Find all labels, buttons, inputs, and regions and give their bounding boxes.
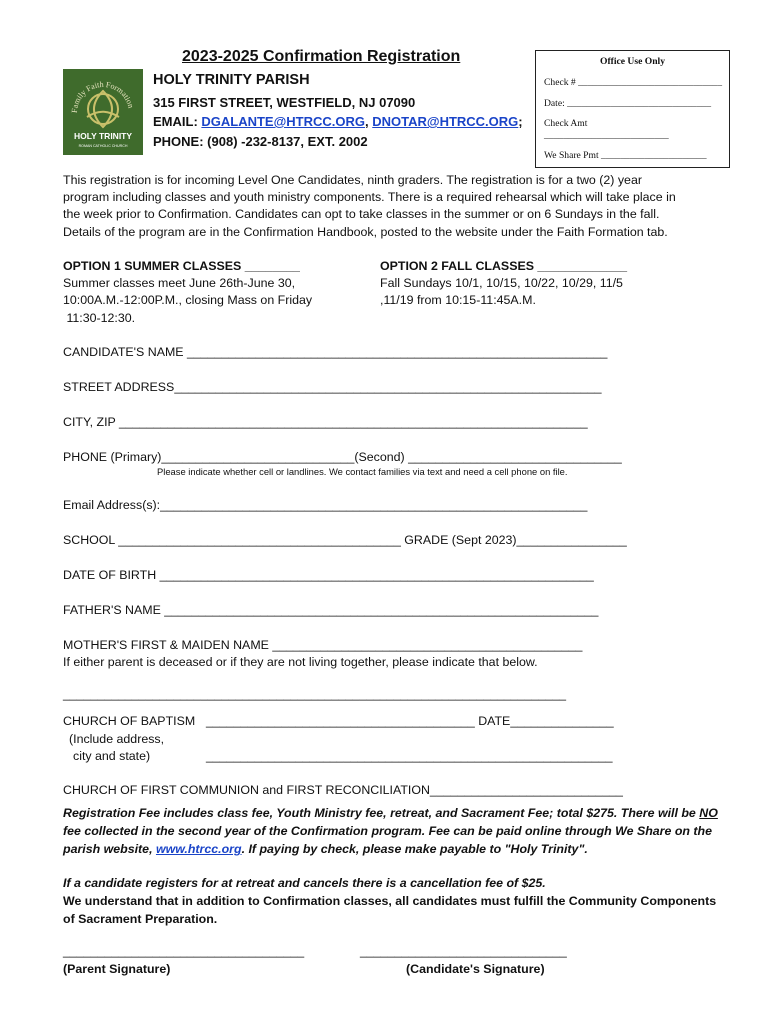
office-we-share: We Share Pmt ______________________ [544,150,707,161]
fee-text-2: fee collected in the second year of the Confirmation program. Fee can be paid online through We Share on the parish website, [63,824,713,856]
email-link-2[interactable]: DNOTAR@HTRCC.ORG [372,114,519,129]
fee-no-emphasis: NO [699,806,718,820]
intro-paragraph [63,172,723,241]
office-date: Date: ______________________________ [544,98,712,109]
parish-email [153,114,523,129]
parent-signature-line[interactable]: ___________________________________ [63,944,305,958]
cancellation-note: If a candidate registers for at retreat and cancels there is a cancellation fee of $25. [63,876,546,890]
first-communion-field[interactable]: CHURCH OF FIRST COMMUNION and FIRST RECONCILIATION____________________________ [63,783,623,797]
parent-status-note: If either parent is deceased or if they are not living together, please indicate that below. [63,655,538,669]
email-field[interactable]: Email Address(s):______________________________________________________________ [63,498,588,512]
baptism-sublabel-1: (Include address, [69,732,165,746]
parish-phone: PHONE: (908) -232-8137, EXT. 2002 [153,134,368,149]
option-2-line: Fall Sundays 10/1, 10/15, 10/22, 10/29, 11/5 [380,276,623,291]
option-1-line: 10:00A.M.-12:00P.M., closing Mass on Friday [63,293,313,308]
fee-text-3: . If paying by check, please make payable to "Holy Trinity". [241,842,588,856]
school-grade-field[interactable]: SCHOOL _________________________________________ GRADE (Sept 2023)________________ [63,533,627,547]
option-2-line: ,11/19 from 10:15-11:45A.M. [380,293,536,308]
father-name-field[interactable]: FATHER'S NAME _______________________________________________________________ [63,603,599,617]
option-2 [380,258,627,310]
office-check-amt: Check Amt [544,118,588,129]
intro-line: This registration is for incoming Level One Candidates, ninth graders. The registration is for a two (2) year [63,173,642,187]
svg-text:Family Faith Formation [70,80,136,113]
email-separator: , [365,114,373,129]
option-1-line: Summer classes meet June 26th-June 30, [63,276,296,291]
form-title: 2023-2025 Confirmation Registration [182,48,461,65]
fee-paragraph [63,804,723,858]
phone-note: Please indicate whether cell or landlines. We contact families via text and need a cell phone on file. [157,466,568,477]
baptism-label: CHURCH OF BAPTISM [63,714,196,728]
option-1 [63,258,312,327]
candidate-signature-line[interactable]: ______________________________ [360,944,567,958]
community-components-note: We understand that in addition to Confirmation classes, all candidates must fulfill the Community Components of Sacrament Preparation. [63,894,717,926]
intro-line: Details of the program are in the Confirmation Handbook, posted to the website under the Faith Formation tab. [63,224,668,239]
intro-line: program including classes and youth ministry components. There is a required rehearsal which will take place in [63,190,676,205]
candidate-signature-label: (Candidate's Signature) [406,962,545,976]
parish-address: 315 FIRST STREET, WESTFIELD, NJ 07090 [153,95,416,110]
option-1-heading[interactable]: OPTION 1 SUMMER CLASSES ________ [63,259,300,273]
logo-arc-text: Family Faith Formation [69,79,136,114]
office-heading: Office Use Only [599,56,665,67]
baptism-sublabel-2: city and state) [73,749,151,763]
trinity-knot-icon [87,91,119,127]
parent-signature-label: (Parent Signature) [63,962,171,976]
baptism-church-date-field[interactable]: _______________________________________ DATE_______________ [206,714,614,728]
office-use-box [535,50,730,168]
parish-website-link[interactable]: www.htrcc.org [155,842,242,856]
email-link-1[interactable]: DGALANTE@HTRCC.ORG [201,114,366,129]
logo-sub: ROMAN CATHOLIC CHURCH [78,144,128,148]
date-of-birth-field[interactable]: DATE OF BIRTH _______________________________________________________________ [63,568,594,582]
email-suffix: ; [518,114,523,129]
office-check: Check # ______________________________ [544,77,723,88]
street-address-field[interactable]: STREET ADDRESS______________________________________________________________ [63,380,602,394]
candidate-name-field[interactable]: CANDIDATE'S NAME _____________________________________________________________ [63,345,608,359]
city-zip-field[interactable]: CITY, ZIP ____________________________________________________________________ [63,415,588,429]
phone-field[interactable]: PHONE (Primary)____________________________(Second) _______________________________ [63,450,622,464]
email-prefix: EMAIL: [153,114,202,129]
option-2-heading[interactable]: OPTION 2 FALL CLASSES _____________ [380,259,628,273]
parish-logo [63,69,143,155]
mother-name-field[interactable]: MOTHER'S FIRST & MAIDEN NAME _____________________________________________ [63,638,583,652]
parent-status-line[interactable]: _________________________________________________________________________ [63,687,567,701]
logo-name: HOLY TRINITY [73,131,133,141]
parish-name: HOLY TRINITY PARISH [153,72,310,88]
fee-text-1: Registration Fee includes class fee, Youth Ministry fee, retreat, and Sacrament Fee; total $275. There will be [63,806,700,820]
option-1-line: 11:30-12:30. [63,310,136,325]
intro-line: the week prior to Confirmation. Candidates can opt to take classes in the summer or on 6 Sundays in the fall. [63,207,660,222]
office-check-amt-line: __________________________ [544,130,669,141]
baptism-address-field[interactable]: ___________________________________________________________ [206,749,613,763]
